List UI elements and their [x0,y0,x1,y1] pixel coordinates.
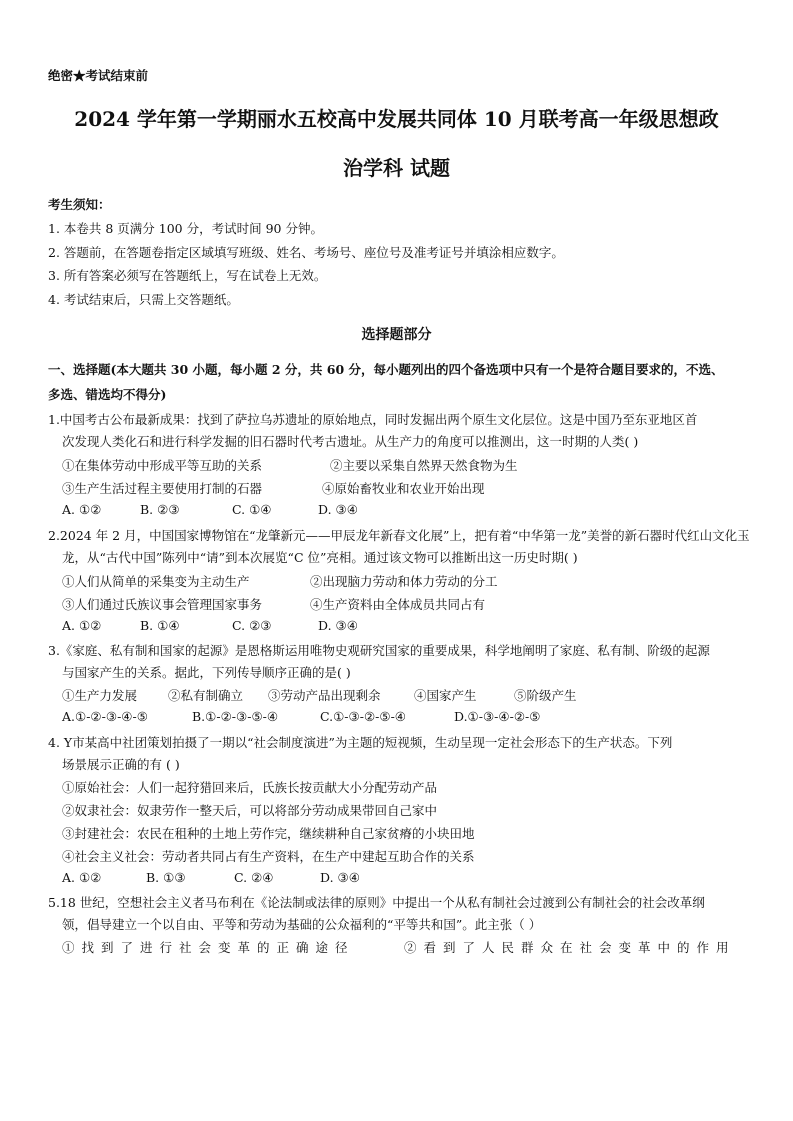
question-4-item: ③封建社会：农民在租种的土地上劳作完，继续耕种自己家贫瘠的小块田地 [62,826,475,841]
question-4-option-d: D. ③④ [320,870,360,885]
question-4-option-a: A. ①② [62,870,102,885]
notice-item: 3. 所有答案必须写在答题纸上，写在试卷上无效。 [48,268,327,283]
section-title: 选择题部分 [361,327,432,343]
question-2-item: ①人们从简单的采集变为主动生产 [62,574,250,589]
question-2-option-b: B. ①④ [140,618,180,633]
question-3-option-a: A.①-②-③-④-⑤ [62,709,148,724]
notice-heading: 考生须知： [48,197,111,212]
question-1-item: ②主要以采集自然界天然食物为生 [330,458,518,473]
question-4-option-c: C. ②④ [234,870,274,885]
question-1-option-c: C. ①④ [232,502,272,517]
question-4-option-b: B. ①③ [146,870,186,885]
question-2-item: ④生产资料由全体成员共同占有 [310,597,486,612]
part-heading-line1: 一、选择题(本大题共 30 小题，每小题 2 分，共 60 分，每小题列出的四个备选项中只有一个是符合题目要求的，不选、 [48,362,724,377]
confidential-label: 绝密★考试结束前 [48,68,149,83]
question-3-stem: 3.《家庭、私有制和国家的起源》是恩格斯运用唯物史观研究国家的重要成果，科学地阐明了家庭、私有制、阶级的起源 [48,643,710,658]
question-5-item: ①找到了进行社会变革的正确途径 [62,940,355,955]
question-2-item: ③人们通过氏族议事会管理国家事务 [62,597,263,612]
question-3-option-b: B.①-②-③-⑤-④ [192,709,279,724]
question-3-option-d: D.①-③-④-②-⑤ [454,709,541,724]
question-1-option-b: B. ②③ [140,502,180,517]
part-heading-line2: 多选、错选均不得分) [48,387,167,402]
question-4-item: ②奴隶社会：奴隶劳作一整天后，可以将部分劳动成果带回自己家中 [62,803,438,818]
question-2-option-c: C. ②③ [232,618,272,633]
question-3-chain-item: ③劳动产品出现剩余 [268,688,381,703]
question-4-item: ④社会主义社会：劳动者共同占有生产资料，在生产中建起互助合作的关系 [62,849,475,864]
question-5-item: ②看到了人民群众在社会变革中的作用 [404,940,736,955]
question-1-item: ①在集体劳动中形成平等互助的关系 [62,458,263,473]
question-3-chain-item: ⑤阶级产生 [514,688,577,703]
question-4-item: ①原始社会：人们一起狩猎回来后，氏族长按贡献大小分配劳动产品 [62,780,438,795]
exam-title-line2: 治学科 试题 [343,156,450,180]
question-2-stem: 龙，从“古代中国”陈列中“请”到本次展览“C 位”亮相。通过该文物可以推断出这一历史时期( ) [62,550,578,565]
question-3-stem: 与国家产生的关系。据此，下列传导顺序正确的是( ) [62,665,351,680]
question-2-stem: 2.2024 年 2 月，中国国家博物馆在“龙肇新元——甲辰龙年新春文化展”上，把有着“中华第一龙”美誉的新石器时代红山文化玉 [48,528,750,543]
question-1-stem: 1.中国考古公布最新成果：找到了萨拉乌苏遗址的原始地点，同时发掘出两个原生文化层位。这是中国乃至东亚地区首 [48,412,698,427]
question-2-item: ②出现脑力劳动和体力劳动的分工 [310,574,498,589]
question-2-option-d: D. ③④ [318,618,358,633]
question-1-item: ③生产生活过程主要使用打制的石器 [62,481,263,496]
question-5-stem: 领，倡导建立一个以自由、平等和劳动为基础的公众福利的“平等共和国”。此主张（ ） [62,917,542,932]
question-3-chain-item: ②私有制确立 [168,688,244,703]
notice-item: 2. 答题前，在答题卷指定区域填写班级、姓名、考场号、座位号及准考证号并填涂相应数字。 [48,245,564,260]
question-5-stem: 5.18 世纪，空想社会主义者马布利在《论法制或法律的原则》中提出一个从私有制社会过渡到公有制社会的社会改革纲 [48,895,705,910]
question-4-stem: 场景展示正确的有 ( ) [62,757,180,772]
exam-title-line1: 2024 学年第一学期丽水五校高中发展共同体 10 月联考高一年级思想政 [74,107,719,131]
question-1-option-a: A. ①② [62,502,102,517]
question-1-item: ④原始畜牧业和农业开始出现 [322,481,485,496]
question-1-option-d: D. ③④ [318,502,358,517]
question-2-option-a: A. ①② [62,618,102,633]
question-3-option-c: C.①-③-②-⑤-④ [320,709,407,724]
question-4-stem: 4. Y市某高中社团策划拍摄了一期以“社会制度演进”为主题的短视频，生动呈现一定社会形态下的生产状态。下列 [48,735,673,750]
question-1-stem: 次发现人类化石和进行科学发掘的旧石器时代考古遗址。从生产力的角度可以推测出，这一时期的人类( ) [62,434,639,449]
notice-item: 4. 考试结束后，只需上交答题纸。 [48,292,239,307]
question-3-chain-item: ①生产力发展 [62,688,138,703]
notice-item: 1. 本卷共 8 页满分 100 分，考试时间 90 分钟。 [48,221,323,236]
question-3-chain-item: ④国家产生 [414,688,477,703]
